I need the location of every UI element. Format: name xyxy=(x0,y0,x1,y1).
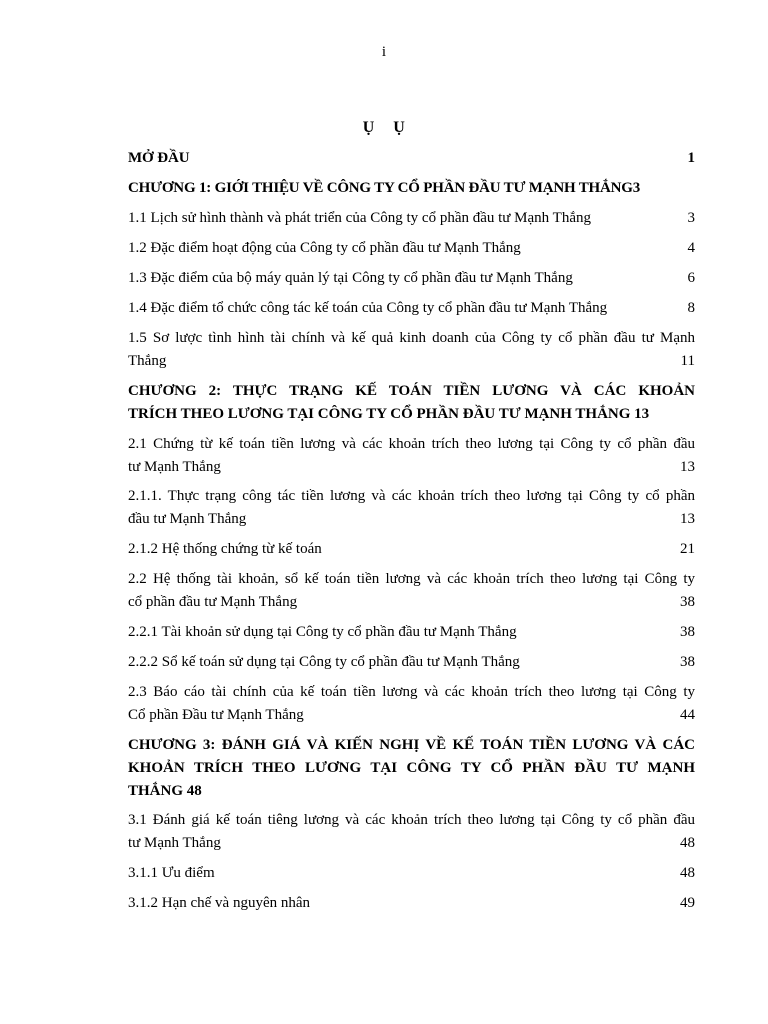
toc-entry-page: 21 xyxy=(680,541,695,557)
toc-entry-title: 1.2 Đặc điểm hoạt động của Công ty cổ phần đầu tư Mạnh Thắng xyxy=(128,240,521,256)
toc-entry-line xyxy=(128,568,695,591)
toc-entry-title: 1.1 Lịch sử hình thành và phát triển của Công ty cổ phần đầu tư Mạnh Thắng xyxy=(128,210,591,226)
toc-entry-title-cont: Thắng xyxy=(128,353,167,369)
toc-entry-2-3[interactable] xyxy=(128,681,695,727)
toc-entry-page: 38 xyxy=(680,594,695,610)
toc-entry-line xyxy=(128,734,695,757)
toc-entry-2-1[interactable] xyxy=(128,433,695,479)
toc-entry-3-1-1[interactable] xyxy=(128,862,695,885)
toc-entry-title-cont: Cổ phần Đầu tư Mạnh Thắng xyxy=(128,707,304,723)
toc-entry-3-1[interactable] xyxy=(128,809,695,855)
toc-entry-line xyxy=(128,485,695,508)
toc-entry-title: CHƯƠNG 3: ĐÁNH GIÁ VÀ KIẾN NGHỊ VỀ KẾ TOÁN TIỀN LƯƠNG VÀ CÁC xyxy=(128,737,695,753)
toc-entry-2-1-2[interactable] xyxy=(128,538,695,561)
toc-entry-page: 48 xyxy=(186,783,202,799)
toc-entry-title: CHƯƠNG 2: THỰC TRẠNG KẾ TOÁN TIỀN LƯƠNG VÀ CÁC KHOẢN xyxy=(128,383,695,399)
toc-entry-title: CHƯƠNG 1: GIỚI THIỆU VỀ CÔNG TY CỔ PHẦN ĐẦU TƯ MẠNH THẮNG xyxy=(128,180,633,196)
toc-entry-title-cont: KHOẢN TRÍCH THEO LƯƠNG TẠI CÔNG TY CỔ PHẦN ĐẦU TƯ MẠNH xyxy=(128,760,695,776)
toc-entry-title-cont: tư Mạnh Thắng xyxy=(128,459,221,475)
toc-entry-1-4[interactable] xyxy=(128,297,695,320)
toc-entry-1-3[interactable] xyxy=(128,267,695,290)
toc-entry-1-5[interactable] xyxy=(128,327,695,373)
toc-entry-intro[interactable] xyxy=(128,147,695,170)
toc-entry-2-2-1[interactable] xyxy=(128,621,695,644)
toc-entry-title: 2.1.1. Thực trạng công tác tiền lương và các khoản trích theo lương tại Công ty cổ phần xyxy=(128,488,695,504)
toc-entry-title: 2.3 Báo cáo tài chính của kế toán tiền lương và các khoản trích theo lương tại Công ty xyxy=(128,684,695,700)
toc-entry-line xyxy=(128,591,695,614)
toc-entry-title: 2.2 Hệ thống tài khoản, sổ kế toán tiền lương và các khoản trích theo lương tại Công ty xyxy=(128,571,695,587)
toc-entry-page: 8 xyxy=(687,300,695,316)
toc-entry-title: 1.5 Sơ lược tình hình tài chính và kế quả kinh doanh của Công ty cổ phần đầu tư Mạnh xyxy=(128,330,695,346)
toc-entry-2-2[interactable] xyxy=(128,568,695,614)
toc-entry-title: 2.1 Chứng từ kế toán tiền lương và các khoản trích theo lương tại Công ty cổ phần đầu xyxy=(128,436,695,452)
toc-entry-line xyxy=(128,433,695,456)
toc-entry-title: 3.1.1 Ưu điểm xyxy=(128,865,215,881)
page-number: i xyxy=(381,44,387,60)
toc-entry-title: 3.1.2 Hạn chế và nguyên nhân xyxy=(128,895,311,911)
toc-entry-page: 1 xyxy=(687,150,695,166)
toc-entry-chapter-3[interactable] xyxy=(128,734,695,803)
toc-entry-page: 49 xyxy=(680,895,695,911)
toc-entry-line xyxy=(128,704,695,727)
toc-entry-title: 3.1 Đánh giá kế toán tiêng lương và các khoản trích theo lương tại Công ty cổ phần đầu xyxy=(128,812,695,828)
toc-entry-page: 44 xyxy=(680,707,695,723)
toc-entry-line xyxy=(128,681,695,704)
toc-entry-line xyxy=(128,403,695,426)
toc-entry-page: 4 xyxy=(687,240,695,256)
toc-entry-line xyxy=(128,327,695,350)
toc-title: Ụ Ụ xyxy=(362,119,406,136)
toc-entry-line xyxy=(128,456,695,479)
toc-entry-title-cont: TRÍCH THEO LƯƠNG TẠI CÔNG TY CỔ PHẦN ĐẦU TƯ MẠNH THẮNG xyxy=(128,406,631,422)
toc-entry-line xyxy=(128,832,695,855)
toc-entry-page: 13 xyxy=(634,406,650,422)
toc-entry-title: MỞ ĐẦU xyxy=(128,150,190,166)
toc-entry-title-cont: THẮNG xyxy=(128,783,184,799)
toc-entry-page: 11 xyxy=(680,353,695,369)
toc-entry-title: 2.1.2 Hệ thống chứng từ kế toán xyxy=(128,541,322,557)
toc-entry-title: 2.2.2 Sổ kế toán sử dụng tại Công ty cổ phần đầu tư Mạnh Thắng xyxy=(128,654,520,670)
toc-entry-title-cont: tư Mạnh Thắng xyxy=(128,835,221,851)
toc-entry-page: 13 xyxy=(680,511,695,527)
toc-entry-title: 1.4 Đặc điểm tổ chức công tác kế toán của Công ty cổ phần đầu tư Mạnh Thắng xyxy=(128,300,608,316)
toc-entry-line xyxy=(128,350,695,373)
toc-entry-line xyxy=(128,757,695,780)
toc-entry-chapter-2[interactable] xyxy=(128,380,695,426)
toc-entry-page: 6 xyxy=(687,270,695,286)
toc-entry-1-2[interactable] xyxy=(128,237,695,260)
toc-entry-title: 1.3 Đặc điểm của bộ máy quản lý tại Công ty cổ phần đầu tư Mạnh Thắng xyxy=(128,270,573,286)
toc-entry-page: 48 xyxy=(680,835,695,851)
toc-entry-2-1-1[interactable] xyxy=(128,485,695,531)
toc-entry-page: 3 xyxy=(632,180,641,196)
toc-entry-line xyxy=(128,780,695,803)
toc-entry-page: 3 xyxy=(687,210,695,226)
toc-entry-2-2-2[interactable] xyxy=(128,651,695,674)
toc-entry-1-1[interactable] xyxy=(128,207,695,230)
toc-entry-page: 48 xyxy=(680,865,695,881)
toc-entry-chapter-1[interactable] xyxy=(128,177,695,200)
toc-entry-3-1-2[interactable] xyxy=(128,892,695,915)
toc-entry-title: 2.2.1 Tài khoản sử dụng tại Công ty cổ phần đầu tư Mạnh Thắng xyxy=(128,624,517,640)
toc-entry-line xyxy=(128,380,695,403)
toc-entry-page: 38 xyxy=(680,624,695,640)
toc-entry-page: 38 xyxy=(680,654,695,670)
toc-entry-line xyxy=(128,508,695,531)
toc-entry-page: 13 xyxy=(680,459,695,475)
toc-entry-title-cont: đầu tư Mạnh Thắng xyxy=(128,511,247,527)
toc-entry-title-cont: cổ phần đầu tư Mạnh Thắng xyxy=(128,594,298,610)
toc-entry-line xyxy=(128,809,695,832)
